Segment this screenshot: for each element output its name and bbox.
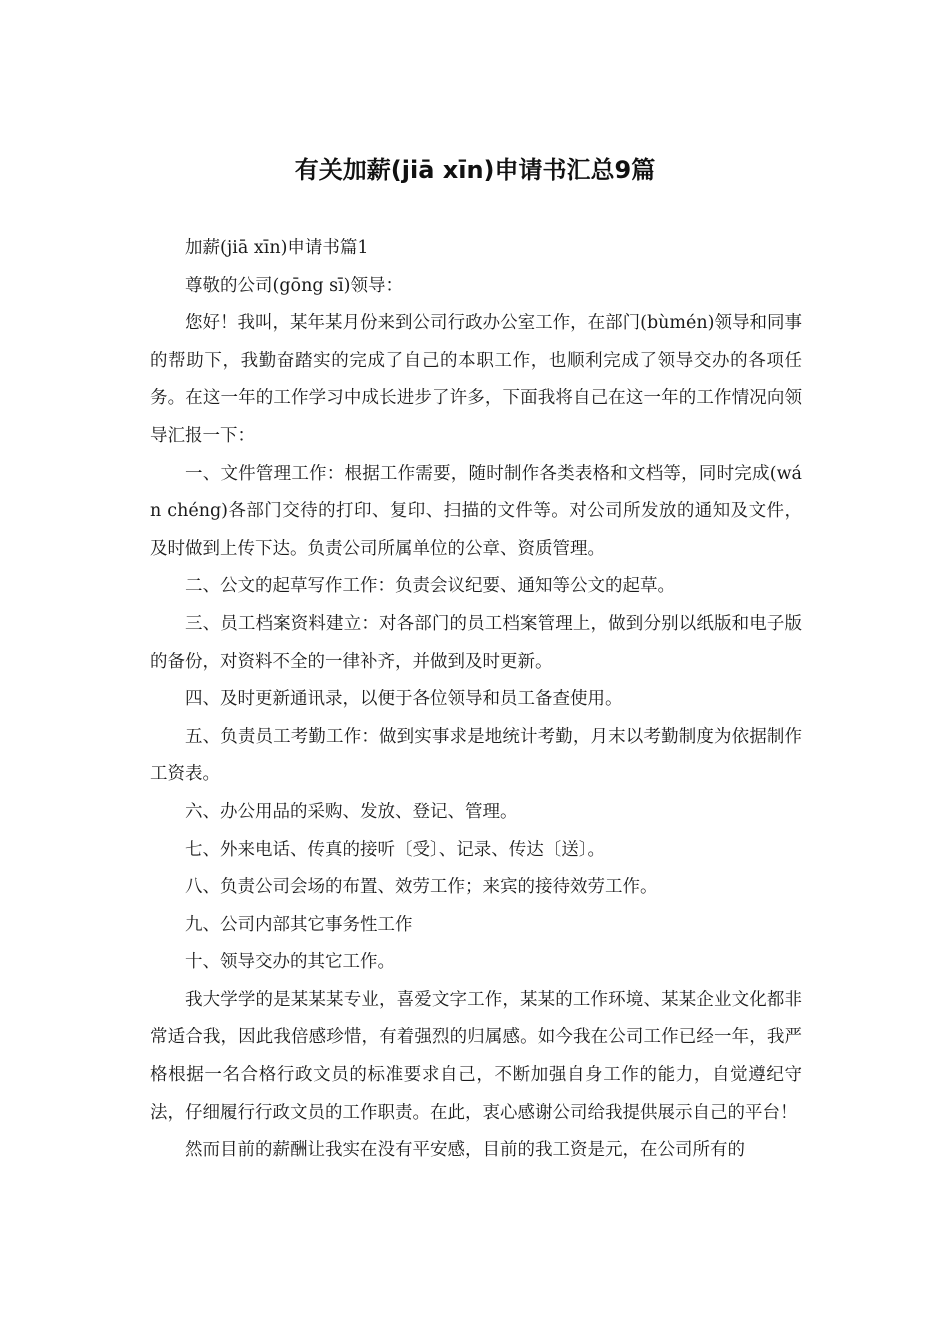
paragraph: 一、文件管理工作：根据工作需要，随时制作各类表格和文档等，同时完成(wán chéng)各部门交待的打印、复印、扫描的文件等。对公司所发放的通知及文件，及时做到上传下达。负责公司所属单位的公章、资质管理。 bbox=[150, 463, 802, 559]
paragraph: 十、领导交办的其它工作。 bbox=[185, 952, 395, 973]
salutation: 尊敬的公司(gōng sī)领导： bbox=[185, 275, 404, 296]
paragraph: 然而目前的薪酬让我实在没有平安感，目前的我工资是元，在公司所有的 bbox=[185, 1140, 745, 1161]
paragraph: 八、负责公司会场的布置、效劳工作；来宾的接待效劳工作。 bbox=[185, 877, 658, 898]
paragraph: 九、公司内部其它事务性工作 bbox=[185, 914, 413, 935]
paragraph: 六、办公用品的采购、发放、登记、管理。 bbox=[185, 801, 518, 822]
paragraph: 四、及时更新通讯录，以便于各位领导和员工备查使用。 bbox=[185, 689, 623, 710]
paragraph: 七、外来电话、传真的接听〔受〕、记录、传达〔送〕。 bbox=[185, 839, 605, 860]
paragraph: 五、负责员工考勤工作：做到实事求是地统计考勤，月末以考勤制度为依据制作工资表。 bbox=[150, 726, 802, 785]
document-title: 有关加薪(jiā xīn)申请书汇总9篇 bbox=[294, 156, 656, 184]
document-body bbox=[150, 230, 802, 1170]
paragraph: 二、公文的起草写作工作：负责会议纪要、通知等公文的起草。 bbox=[185, 576, 675, 597]
paragraph: 您好！我叫，某年某月份来到公司行政办公室工作，在部门(bùmén)领导和同事的帮助下，我勤奋踏实的完成了自己的本职工作，也顺利完成了领导交办的各项任务。在这一年的工作学习中成长进步了许多，下面我将自己在这一年的工作情况向领导汇报一下： bbox=[150, 313, 802, 446]
paragraph: 我大学学的是某某某专业，喜爱文字工作，某某的工作环境、某某企业文化都非常适合我，因此我倍感珍惜，有着强烈的归属感。如今我在公司工作已经一年，我严格根据一名合格行政文员的标准要求自己，不断加强自身工作的能力，自觉遵纪守法，仔细履行行政文员的工作职责。在此，衷心感谢公司给我提供展示自己的平台！ bbox=[150, 989, 802, 1123]
paragraph: 三、员工档案资料建立：对各部门的员工档案管理上，做到分别以纸版和电子版的备份，对资料不全的一律补齐，并做到及时更新。 bbox=[150, 613, 802, 672]
section-heading: 加薪(jiā xīn)申请书篇1 bbox=[185, 238, 369, 258]
